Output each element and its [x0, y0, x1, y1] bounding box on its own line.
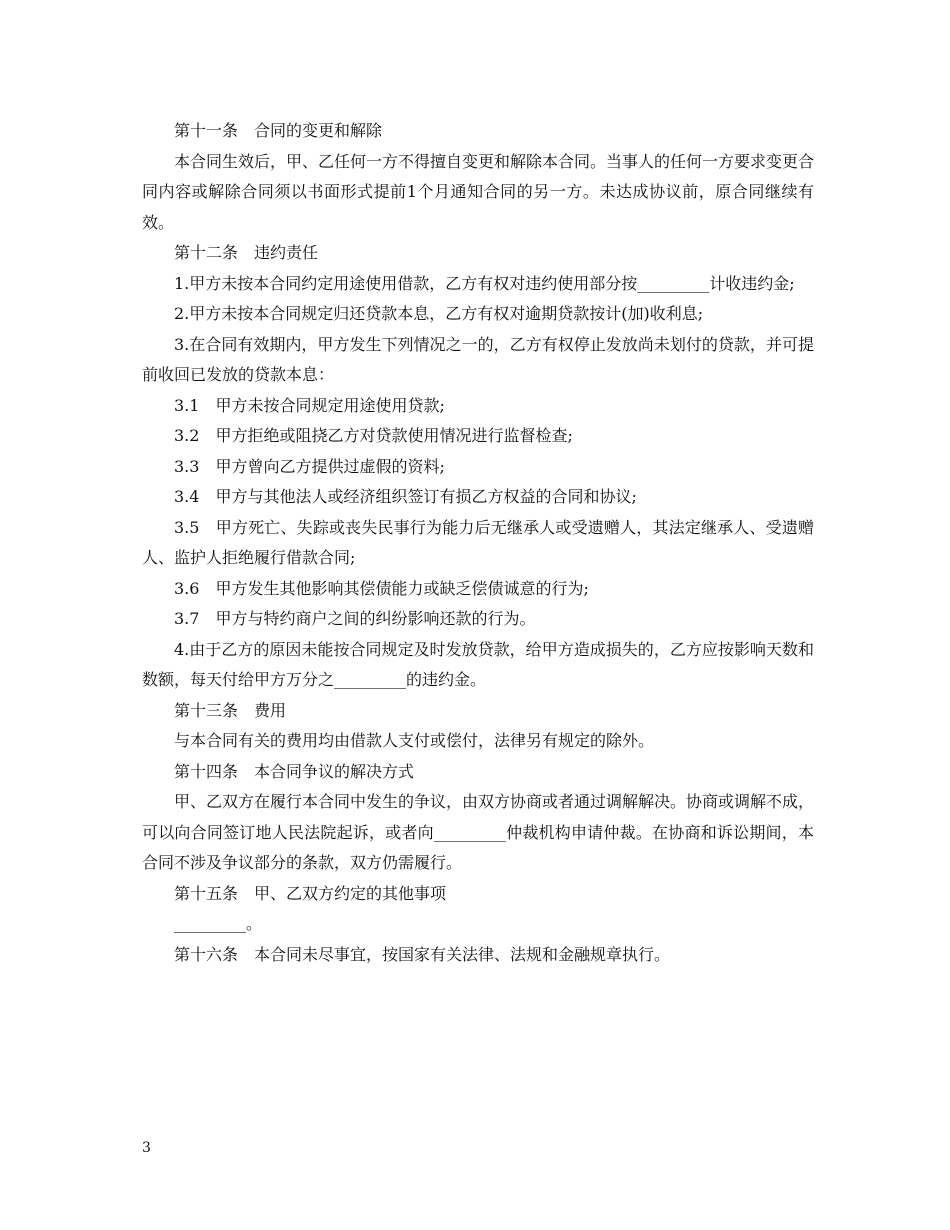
clause-3-6: 3.6 甲方发生其他影响其偿债能力或缺乏偿债诚意的行为;: [174, 578, 589, 598]
document-body: [142, 116, 814, 970]
article-14-paragraph: 甲、乙双方在履行本合同中发生的争议，由双方协商或者通过调解解决。协商或调解不成，可以向合同签订地人民法院起诉，或者向_________仲裁机构申请仲裁。在协商和诉讼期间，本合同不涉及争议部分的条款，双方仍需履行。: [142, 792, 815, 872]
clause-3-3: 3.3 甲方曾向乙方提供过虚假的资料;: [174, 456, 445, 476]
article-15-blank-line: _________。: [174, 914, 263, 933]
clause-3-1: 3.1 甲方未按合同规定用途使用贷款;: [174, 395, 445, 415]
article-12-heading: 第十二条 违约责任: [174, 243, 319, 262]
article-16-paragraph: 第十六条 本合同未尽事宜，按国家有关法律、法规和金融规章执行。: [174, 944, 671, 964]
clause-4: 4.由于乙方的原因未能按合同规定及时发放贷款，给甲方造成损失的，乙方应按影响天数和数额，每天付给甲方万分之_________的违约金。: [142, 639, 814, 689]
article-13-heading: 第十三条 费用: [174, 700, 287, 720]
clause-3-4: 3.4 甲方与其他法人或经济组织签订有损乙方权益的合同和协议;: [174, 487, 637, 506]
clause-1: 1.甲方未按本合同约定用途使用借款，乙方有权对违约使用部分按_________计收违约金;: [174, 273, 795, 293]
article-14-heading: 第十四条 本合同争议的解决方式: [174, 761, 415, 781]
page-number: 3: [142, 1140, 151, 1156]
clause-3-7: 3.7 甲方与特约商户之间的纠纷影响还款的行为。: [174, 609, 536, 628]
clause-3-5: 3.5 甲方死亡、失踪或丧失民事行为能力后无继承人或受遗赠人，其法定继承人、受遗赠人、监护人拒绝履行借款合同;: [142, 517, 814, 567]
clause-2: 2.甲方未按本合同规定归还贷款本息，乙方有权对逾期贷款按计(加)收利息;: [174, 304, 704, 323]
article-11-heading: 第十一条 合同的变更和解除: [174, 121, 383, 140]
clause-3-2: 3.2 甲方拒绝或阻挠乙方对贷款使用情况进行监督检查;: [174, 426, 573, 445]
clause-3: 3.在合同有效期内，甲方发生下列情况之一的，乙方有权停止发放尚未划付的贷款，并可提前收回已发放的贷款本息：: [142, 334, 814, 384]
article-15-heading: 第十五条 甲、乙双方约定的其他事项: [174, 883, 447, 903]
article-11-paragraph: 本合同生效后，甲、乙任何一方不得擅自变更和解除本合同。当事人的任何一方要求变更合同内容或解除合同须以书面形式提前1个月通知合同的另一方。未达成协议前，原合同继续有效。: [142, 151, 815, 232]
article-13-paragraph: 与本合同有关的费用均由借款人支付或偿付，法律另有规定的除外。: [174, 731, 655, 750]
